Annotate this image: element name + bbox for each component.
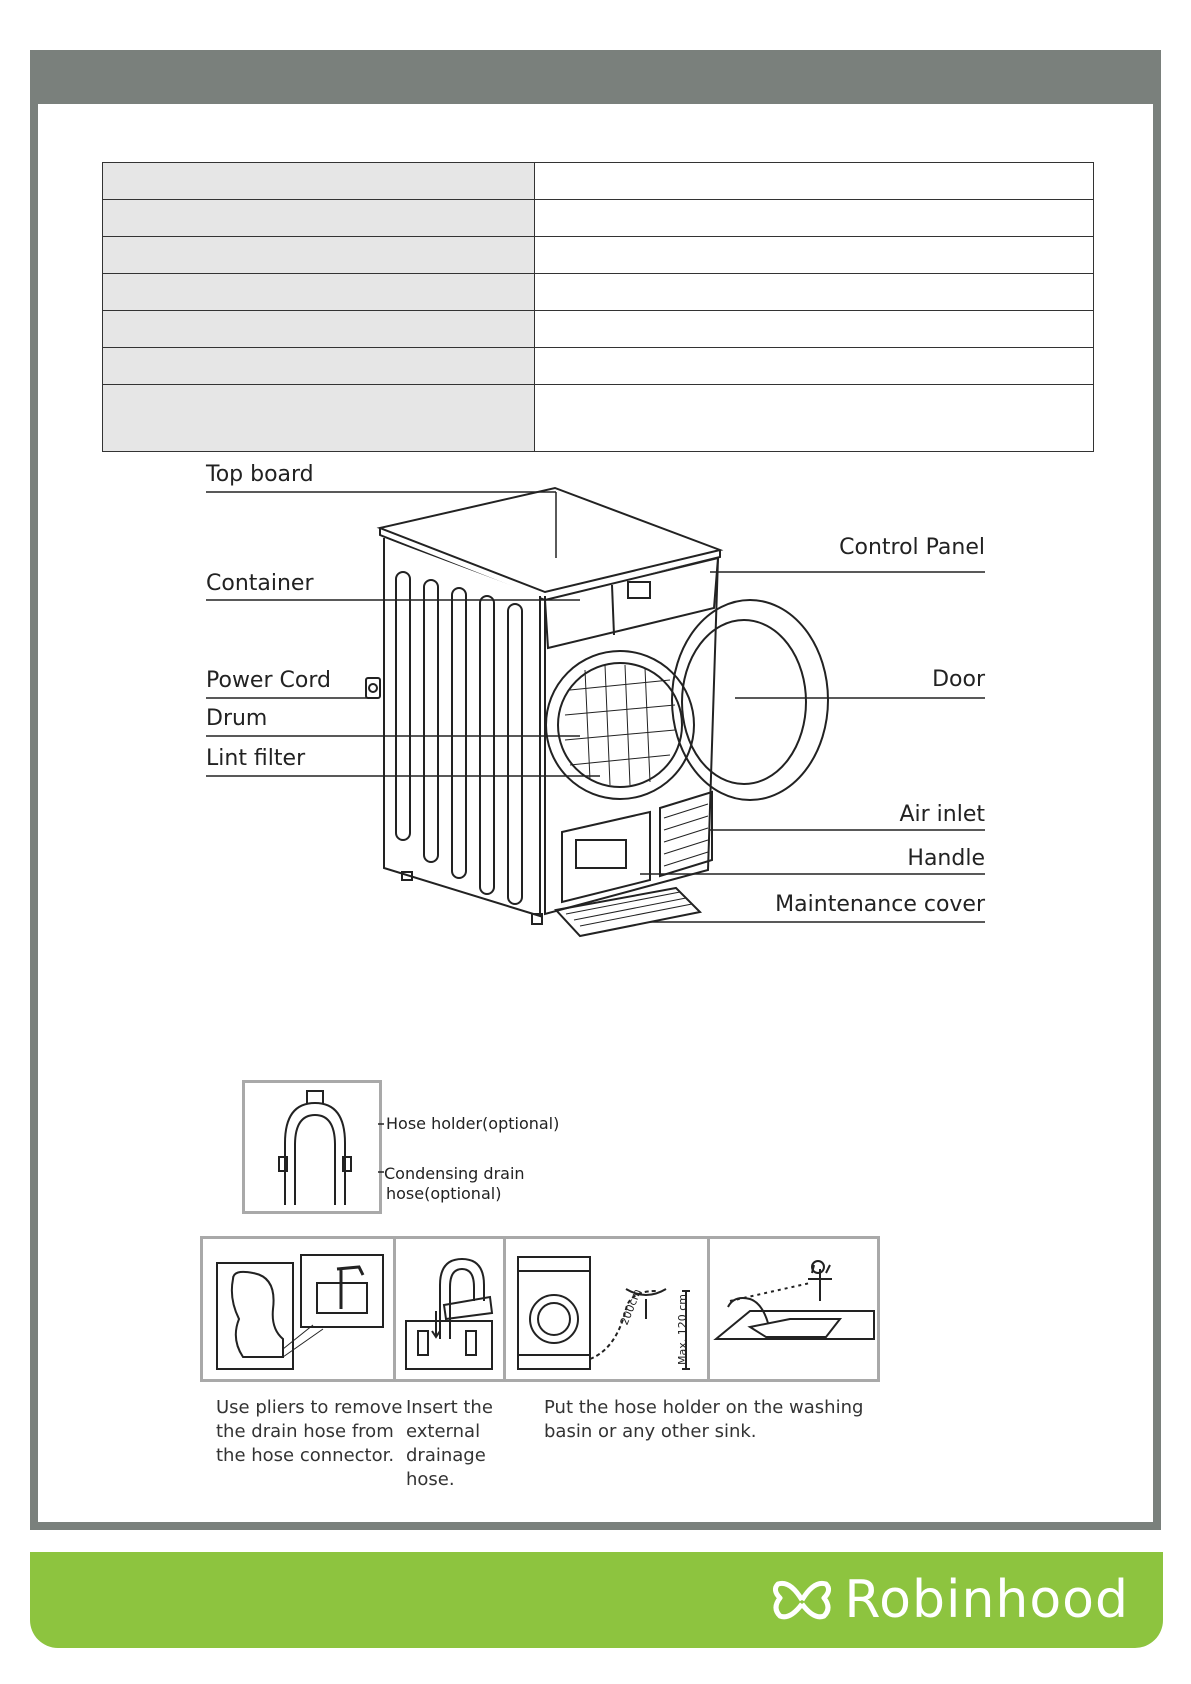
caption-line: Use pliers to remove: [216, 1397, 403, 1418]
spec-label: [103, 311, 535, 348]
spec-value: [535, 163, 1094, 200]
table-row: [103, 200, 1094, 237]
label-drain-hose-1: Condensing drain: [384, 1164, 525, 1183]
spec-label: [103, 237, 535, 274]
label-drum: Drum: [206, 706, 268, 731]
brand-logo: [770, 1572, 1129, 1628]
step1-illustration: [203, 1239, 393, 1379]
caption-line: hose.: [406, 1469, 455, 1490]
spec-value: [535, 200, 1094, 237]
label-air-inlet: Air inlet: [899, 802, 985, 827]
caption-line: Insert the: [406, 1397, 493, 1418]
hose-holder-icon: [245, 1083, 385, 1217]
table-row: [103, 237, 1094, 274]
table-row: [103, 348, 1094, 385]
label-door: Door: [932, 667, 985, 692]
label-power-cord: Power Cord: [206, 668, 331, 693]
step1-caption: [216, 1396, 403, 1468]
spec-value: [535, 311, 1094, 348]
dryer-illustration: [0, 440, 1191, 960]
spec-value: [535, 348, 1094, 385]
label-lint-filter: Lint filter: [206, 746, 306, 771]
caption-line: the drain hose from: [216, 1421, 394, 1442]
label-maintenance-cover: Maintenance cover: [775, 892, 985, 917]
step2-illustration: [396, 1239, 504, 1379]
brand-name: Robinhood: [844, 1570, 1129, 1630]
spec-label: [103, 163, 535, 200]
spec-label: [103, 274, 535, 311]
hose-holder-box: [242, 1080, 382, 1214]
caption-line: drainage: [406, 1445, 486, 1466]
caption-line: basin or any other sink.: [544, 1421, 757, 1442]
step4-illustration: [710, 1239, 880, 1379]
caption-line: external: [406, 1421, 481, 1442]
table-row: [103, 274, 1094, 311]
caption-line: Put the hose holder on the washing: [544, 1397, 864, 1418]
spec-label: [103, 200, 535, 237]
spec-value: [535, 237, 1094, 274]
table-row: [103, 311, 1094, 348]
spec-table: [102, 162, 1094, 452]
footer-bar: [30, 1552, 1163, 1648]
spec-label: [103, 348, 535, 385]
step3-caption: [544, 1396, 863, 1444]
label-hose-holder: Hose holder(optional): [386, 1114, 560, 1133]
dim-200cm: 200cm: [617, 1287, 644, 1327]
step2-caption: [406, 1396, 493, 1492]
label-handle: Handle: [907, 846, 985, 871]
butterfly-icon: [770, 1576, 834, 1624]
spec-value: [535, 274, 1094, 311]
label-top-board: Top board: [206, 462, 314, 487]
dim-max-120: Max. 120 cm: [676, 1294, 689, 1365]
steps-strip: [200, 1236, 880, 1382]
label-drain-hose-2: hose(optional): [386, 1184, 502, 1203]
label-container: Container: [206, 571, 314, 596]
label-control-panel: Control Panel: [839, 535, 985, 560]
table-row: [103, 163, 1094, 200]
caption-line: the hose connector.: [216, 1445, 395, 1466]
